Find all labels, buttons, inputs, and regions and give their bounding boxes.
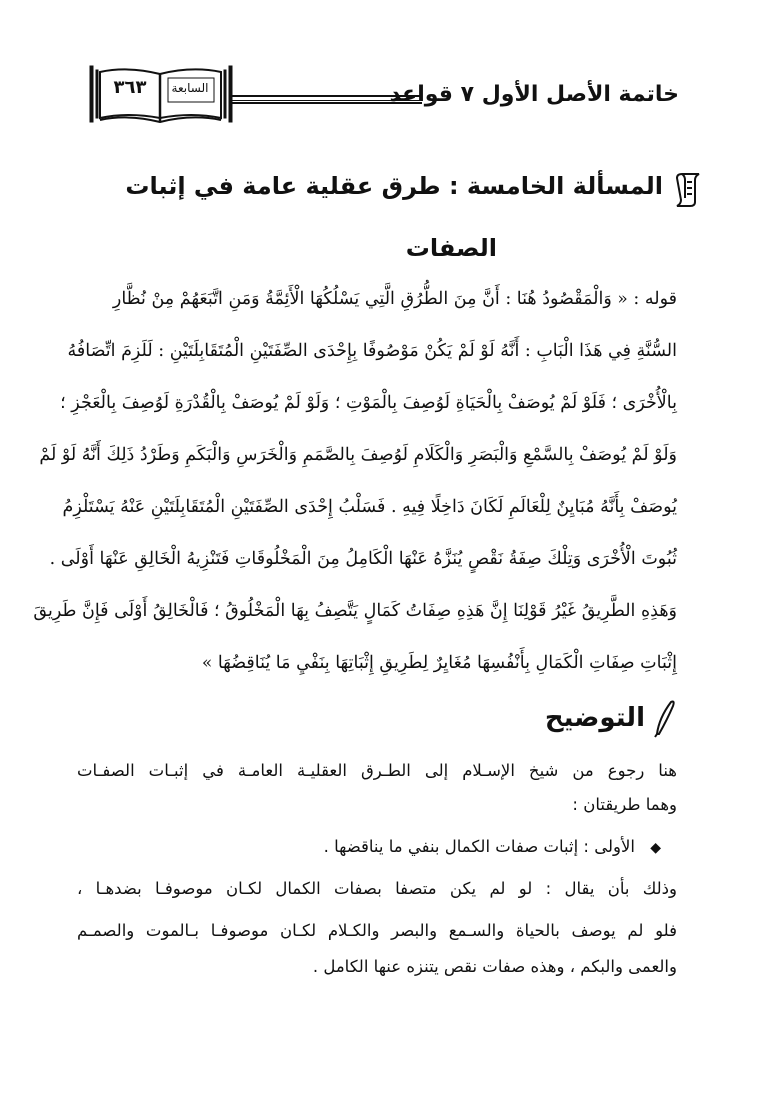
para-line-3: والعمى والبكم ، وهذه صفات نقص يتنزه عنها الكامل . xyxy=(312,957,677,976)
quote-line-5: يُوصَفْ بِأَنَّهُ مُبَايِنٌ لِلْعَالَمِ لَكَانَ دَاخِلًا فِيهِ . فَسَلْبُ إِحْدَى الصِّفَتَيْنِ الْمُتَقَابِلَتَيْنِ عَنْهُ يَسْتَلْزِمُ xyxy=(62,497,677,517)
running-title: خاتمة الأصل الأول ٧ قواعد xyxy=(389,82,679,107)
diamond-bullet-icon: ◆ xyxy=(650,840,661,856)
intro-line-2: وهما طريقتان : xyxy=(572,795,677,814)
para-line-2: فلو لم يوصف بالحياة والسـمع والبصر والكـلام لكـان موصوفـا بـالموت والصمـم xyxy=(77,921,677,940)
quote-line-6: ثُبُوتَ الْأُخْرَى وَتِلْكَ صِفَةُ نَقْصٍ يُنَزَّهُ عَنْهَا الْكَامِلُ مِنَ الْمَخْلُوقَاتِ فَتَنْزِيهُ الْخَالِقِ عَنْهَا أَوْلَى . xyxy=(49,549,677,569)
intro-line-1: هنا رجوع من شيخ الإسـلام إلى الطـرق العقليـة العامـة في إثبـات الصفـات xyxy=(77,761,677,780)
bullet-text: الأولى : إثبات صفات الكمال بنفي ما يناقضها . xyxy=(323,837,635,856)
quote-label: قوله : xyxy=(633,289,677,309)
section-heading-line-2: الصفات xyxy=(405,234,497,262)
para-line-1: وذلك بأن يقال : لو لم يكن متصفا بصفات الكمال لكـان موصوفـا بضدهـا ، xyxy=(77,879,677,898)
quote-close-ornament: » xyxy=(201,653,213,673)
quote-line-7: وَهَذِهِ الطَّرِيقُ غَيْرُ قَوْلِنَا إِنَّ هَذِهِ صِفَاتُ كَمَالٍ يَتَّصِفُ بِهَا الْمَخْلُوقُ ؛ فَالْخَالِقُ أَوْلَى فَإِنَّ طَرِيقَ xyxy=(33,601,677,621)
open-book-icon xyxy=(88,62,234,126)
page-number: ٣٦٣ xyxy=(113,77,147,98)
quote-text: وَالْمَقْصُودُ هُنَا : أَنَّ مِنَ الطُّرُقِ الَّتِي يَسْلُكُهَا الْأَئِمَّةُ وَمَنِ اتَّبَعَهُمْ مِنْ نُظَّارِ xyxy=(112,289,612,309)
quote-open-ornament: « xyxy=(617,289,628,309)
header-rule xyxy=(232,95,422,104)
explanation-heading xyxy=(545,698,677,738)
quoted-text xyxy=(33,286,677,686)
bullet-item xyxy=(77,834,661,861)
quote-line-1 xyxy=(77,286,677,312)
quote-text: إِثْبَاتِ صِفَاتِ الْكَمَالِ بِأَنْفُسِهَا مُغَايِرٌ لِطَرِيقِ إِثْبَاتِهَا بِنَفْيِ مَا يُنَاقِضُهَا xyxy=(217,653,677,673)
quote-line-8 xyxy=(77,650,677,676)
quote-line-2: السُّنَّةِ فِي هَذَا الْبَابِ : أَنَّهُ لَوْ لَمْ يَكُنْ مَوْصُوفًا بِإِحْدَى الصِّفَتَيْنِ الْمُتَقَابِلَتَيْنِ : لَلَزِمَ اتِّصَافُهُ xyxy=(67,341,677,361)
explanation-title: التوضيح xyxy=(544,703,645,733)
quote-line-4: وَلَوْ لَمْ يُوصَفْ بِالسَّمْعِ وَالْبَصَرِ وَالْكَلَامِ لَوُصِفَ بِالصَّمَمِ وَالْخَرَسِ وَالْبَكَمِ وَطَرْدُ ذَلِكَ أَنَّهُ لَوْ لَمْ xyxy=(39,445,677,465)
part-label: السابعة xyxy=(171,81,209,95)
section-heading xyxy=(108,170,663,262)
scroll-quill-icon xyxy=(673,172,703,208)
section-heading-line-1: المسألة الخامسة : طرق عقلية عامة في إثبات xyxy=(125,172,663,200)
quill-icon xyxy=(653,698,677,738)
quote-line-3: بِالْأُخْرَى ؛ فَلَوْ لَمْ يُوصَفْ بِالْحَيَاةِ لَوُصِفَ بِالْمَوْتِ ؛ وَلَوْ لَمْ يُوصَفْ بِالْقُدْرَةِ لَوُصِفَ بِالْعَجْزِ ؛ xyxy=(60,393,677,413)
